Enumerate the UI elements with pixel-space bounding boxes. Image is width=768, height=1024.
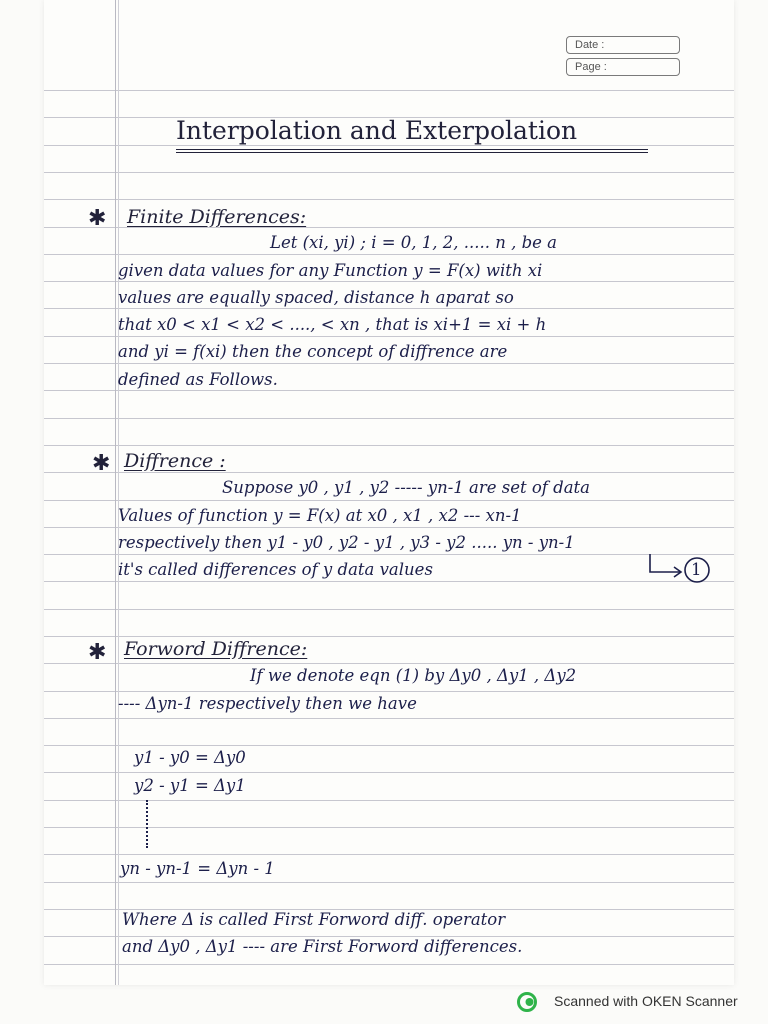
difference-line-4: it's called differences of y data values [118,560,433,579]
page-number-field: Page : [566,58,680,76]
ruled-line [44,636,734,637]
ruled-line [44,581,734,582]
difference-line-1: Suppose y0 , y1 , y2 ----- yn-1 are set of data [222,478,591,497]
ruled-line [44,172,734,173]
ruled-line [44,772,734,773]
ruled-line [44,527,734,528]
forward-line-1: If we denote eqn (1) by Δy0 , Δy1 , Δy2 [250,666,577,685]
ruled-line [44,199,734,200]
title-underline [176,149,648,150]
oken-scanner-logo-icon [517,992,537,1012]
difference-line-2: Values of function y = F(x) at x0 , x1 , x2 --- xn-1 [118,506,522,525]
ruled-line [44,500,734,501]
title-underline-2 [176,152,648,153]
ruled-line [44,90,734,91]
finite-line-5: and yi = f(xi) then the concept of diffrence are [118,342,508,361]
closing-line-1: Where Δ is called First Forword diff. operator [122,910,506,929]
finite-line-6: defined as Follows. [118,370,278,389]
finite-line-3: values are equally spaced, distance h aparat so [118,288,514,307]
section-heading-forward: Forword Diffrence: [124,638,308,660]
ruled-line [44,691,734,692]
asterisk-bullet: ✱ [88,640,107,665]
ruled-line [44,718,734,719]
difference-line-3: respectively then y1 - y0 , y2 - y1 , y3 - y2 ..... yn - yn-1 [118,533,575,552]
finite-line-4: that x0 < x1 < x2 < ...., < xn , that is xi+1 = xi + h [118,315,547,334]
ruled-line [44,390,734,391]
asterisk-bullet: ✱ [88,206,107,231]
margin-line [115,0,116,985]
ruled-line [44,254,734,255]
ruled-line [44,145,734,146]
equation-marker [646,552,716,586]
equation-1: y1 - y0 = Δy0 [134,748,246,767]
forward-line-2: ---- Δyn-1 respectively then we have [118,694,417,713]
equation-2: y2 - y1 = Δy1 [134,776,246,795]
ruled-line [44,363,734,364]
ruled-line [44,745,734,746]
ruled-line [44,445,734,446]
ruled-line [44,554,734,555]
margin-line-inner [118,0,119,985]
ruled-line [44,308,734,309]
finite-line-1: Let (xi, yi) ; i = 0, 1, 2, ..... n , be a [270,233,557,252]
equation-marker-number: 1 [691,560,702,579]
page-title: Interpolation and Exterpolation [176,116,578,145]
closing-line-2: and Δy0 , Δy1 ---- are First Forword differences. [122,937,523,956]
scanner-watermark: Scanned with OKEN Scanner [554,993,738,1009]
asterisk-bullet: ✱ [92,451,111,476]
ruled-line [44,418,734,419]
section-heading-difference: Diffrence : [124,450,226,472]
ruled-line [44,663,734,664]
ruled-line [44,854,734,855]
ruled-line [44,882,734,883]
equation-n: yn - yn-1 = Δyn - 1 [120,859,275,878]
date-field: Date : [566,36,680,54]
ruled-line [44,472,734,473]
ruled-line [44,336,734,337]
vertical-ellipsis [146,800,150,848]
ruled-line [44,964,734,965]
ruled-line [44,609,734,610]
finite-line-2: given data values for any Function y = F(x) with xi [118,261,543,280]
section-heading-finite: Finite Differences: [127,206,307,228]
ruled-line [44,281,734,282]
